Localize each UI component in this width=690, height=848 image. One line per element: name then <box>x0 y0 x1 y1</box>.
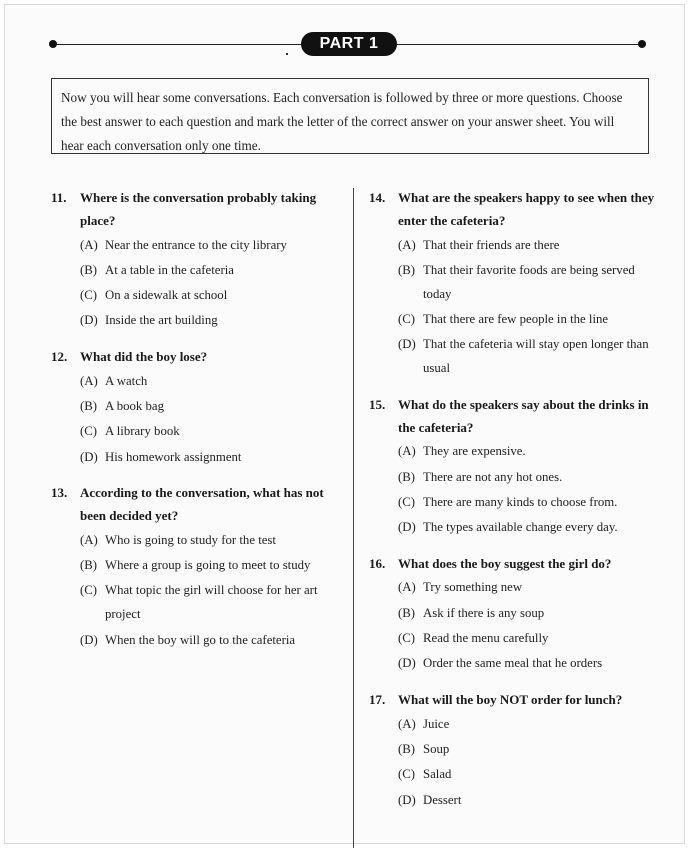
answer-option <box>398 308 659 332</box>
option-text: Order the same meal that he orders <box>423 656 603 671</box>
answer-option <box>398 516 659 540</box>
option-text: That the cafeteria will stay open longer than usual <box>423 337 649 375</box>
answer-option <box>398 333 659 381</box>
option-letter: (A) <box>398 580 416 595</box>
instructions-box: Now you will hear some conversations. Each conversation is followed by three or more questions. Choose the best answer to each question and mark the letter of the correct answer on your answer sheet. You will hear each conversation only one time. <box>51 78 649 154</box>
question-12 <box>51 345 341 469</box>
answer-option <box>398 713 659 737</box>
answer-option <box>80 579 341 627</box>
option-letter: (B) <box>80 558 98 573</box>
option-letter: (A) <box>398 444 416 459</box>
option-text: Soup <box>423 741 450 756</box>
question-text: What are the speakers happy to see when they enter the cafeteria? <box>398 190 655 228</box>
question-text: What will the boy NOT order for lunch? <box>398 692 623 708</box>
part-title: PART 1 <box>301 32 397 56</box>
option-letter: (A) <box>398 716 416 731</box>
option-letter: (C) <box>398 494 416 509</box>
question-number: 15. <box>369 396 386 412</box>
answer-option <box>398 259 659 307</box>
right-column <box>369 186 659 824</box>
question-11 <box>51 186 341 333</box>
answer-option <box>398 738 659 762</box>
option-letter: (D) <box>80 449 98 464</box>
option-letter: (C) <box>80 288 98 303</box>
answer-option <box>398 576 659 600</box>
option-text: Salad <box>423 767 452 782</box>
option-text: There are not any hot ones. <box>423 469 563 484</box>
question-number: 14. <box>369 190 386 205</box>
question-number: 16. <box>369 555 386 571</box>
option-letter: (C) <box>398 311 416 326</box>
answer-option <box>398 440 659 464</box>
option-letter: (C) <box>398 767 416 782</box>
answer-option <box>80 309 341 333</box>
option-text: At a table in the cafeteria <box>105 262 234 277</box>
option-letter: (B) <box>80 262 98 277</box>
answer-option <box>398 652 659 676</box>
answer-option <box>398 491 659 515</box>
document-page <box>4 4 685 844</box>
option-text: What topic the girl will choose for her art project <box>105 583 318 622</box>
question-16 <box>369 552 659 676</box>
answer-option <box>398 763 659 787</box>
question-number: 17. <box>369 692 386 708</box>
option-text: Inside the art building <box>105 313 218 328</box>
answer-option <box>80 234 341 258</box>
answer-option <box>80 395 341 419</box>
option-text: Dessert <box>423 792 462 807</box>
option-letter: (B) <box>398 262 416 277</box>
column-divider <box>353 188 354 848</box>
option-letter: (A) <box>398 237 416 252</box>
answer-option <box>398 602 659 626</box>
option-text: That their friends are there <box>423 237 560 252</box>
option-text: That there are few people in the line <box>423 311 609 326</box>
option-letter: (D) <box>398 520 416 535</box>
question-17 <box>369 688 659 812</box>
option-letter: (D) <box>398 656 416 671</box>
question-15 <box>369 393 659 540</box>
question-13 <box>51 481 341 652</box>
answer-option <box>398 789 659 813</box>
option-letter: (B) <box>398 469 416 484</box>
left-column <box>51 186 341 664</box>
option-text: His homework assignment <box>105 449 242 464</box>
option-text: Where a group is going to meet to study <box>105 558 311 573</box>
option-text: A watch <box>105 373 148 388</box>
question-14 <box>369 186 659 381</box>
option-text: When the boy will go to the cafeteria <box>105 632 296 647</box>
option-text: That their favorite foods are being served today <box>423 262 635 301</box>
option-letter: (B) <box>398 605 416 620</box>
option-text: They are expensive. <box>423 444 526 459</box>
print-speck <box>286 53 288 55</box>
option-text: A library book <box>105 424 180 439</box>
answer-option <box>80 370 341 394</box>
option-letter: (A) <box>80 237 98 252</box>
option-text: On a sidewalk at school <box>105 288 228 303</box>
option-text: The types available change every day. <box>423 520 618 535</box>
header-dot-left <box>49 40 57 48</box>
option-text: Juice <box>423 716 450 731</box>
option-letter: (A) <box>80 532 98 547</box>
option-letter: (D) <box>80 632 98 647</box>
answer-option <box>398 234 659 258</box>
question-text: Where is the conversation probably taking place? <box>80 190 317 228</box>
option-text: A book bag <box>105 398 165 413</box>
question-number: 11. <box>51 190 67 205</box>
option-letter: (B) <box>398 741 416 756</box>
answer-option <box>80 420 341 444</box>
question-number: 13. <box>51 485 68 501</box>
answer-option <box>80 284 341 308</box>
answer-option <box>398 466 659 490</box>
answer-option <box>80 529 341 553</box>
answer-option <box>80 446 341 470</box>
option-text: Ask if there is any soup <box>423 605 545 620</box>
option-letter: (D) <box>398 792 416 807</box>
question-text: What did the boy lose? <box>80 349 208 365</box>
answer-option <box>80 629 341 653</box>
option-text: Near the entrance to the city library <box>105 237 287 252</box>
answer-option <box>80 554 341 578</box>
header-dot-right <box>638 40 646 48</box>
option-letter: (A) <box>80 373 98 388</box>
option-text: There are many kinds to choose from. <box>423 494 618 509</box>
option-letter: (B) <box>80 398 98 413</box>
option-text: Read the menu carefully <box>423 631 549 646</box>
question-text: What does the boy suggest the girl do? <box>398 555 612 571</box>
question-number: 12. <box>51 349 68 365</box>
option-letter: (C) <box>398 631 416 646</box>
option-letter: (D) <box>398 337 416 352</box>
option-letter: (C) <box>80 583 98 598</box>
option-letter: (D) <box>80 313 98 328</box>
answer-option <box>398 627 659 651</box>
option-text: Try something new <box>423 580 523 595</box>
question-text: What do the speakers say about the drinks in the cafeteria? <box>398 396 649 435</box>
answer-option <box>80 259 341 283</box>
option-letter: (C) <box>80 424 98 439</box>
question-text: According to the conversation, what has not been decided yet? <box>80 485 324 524</box>
option-text: Who is going to study for the test <box>105 532 276 547</box>
